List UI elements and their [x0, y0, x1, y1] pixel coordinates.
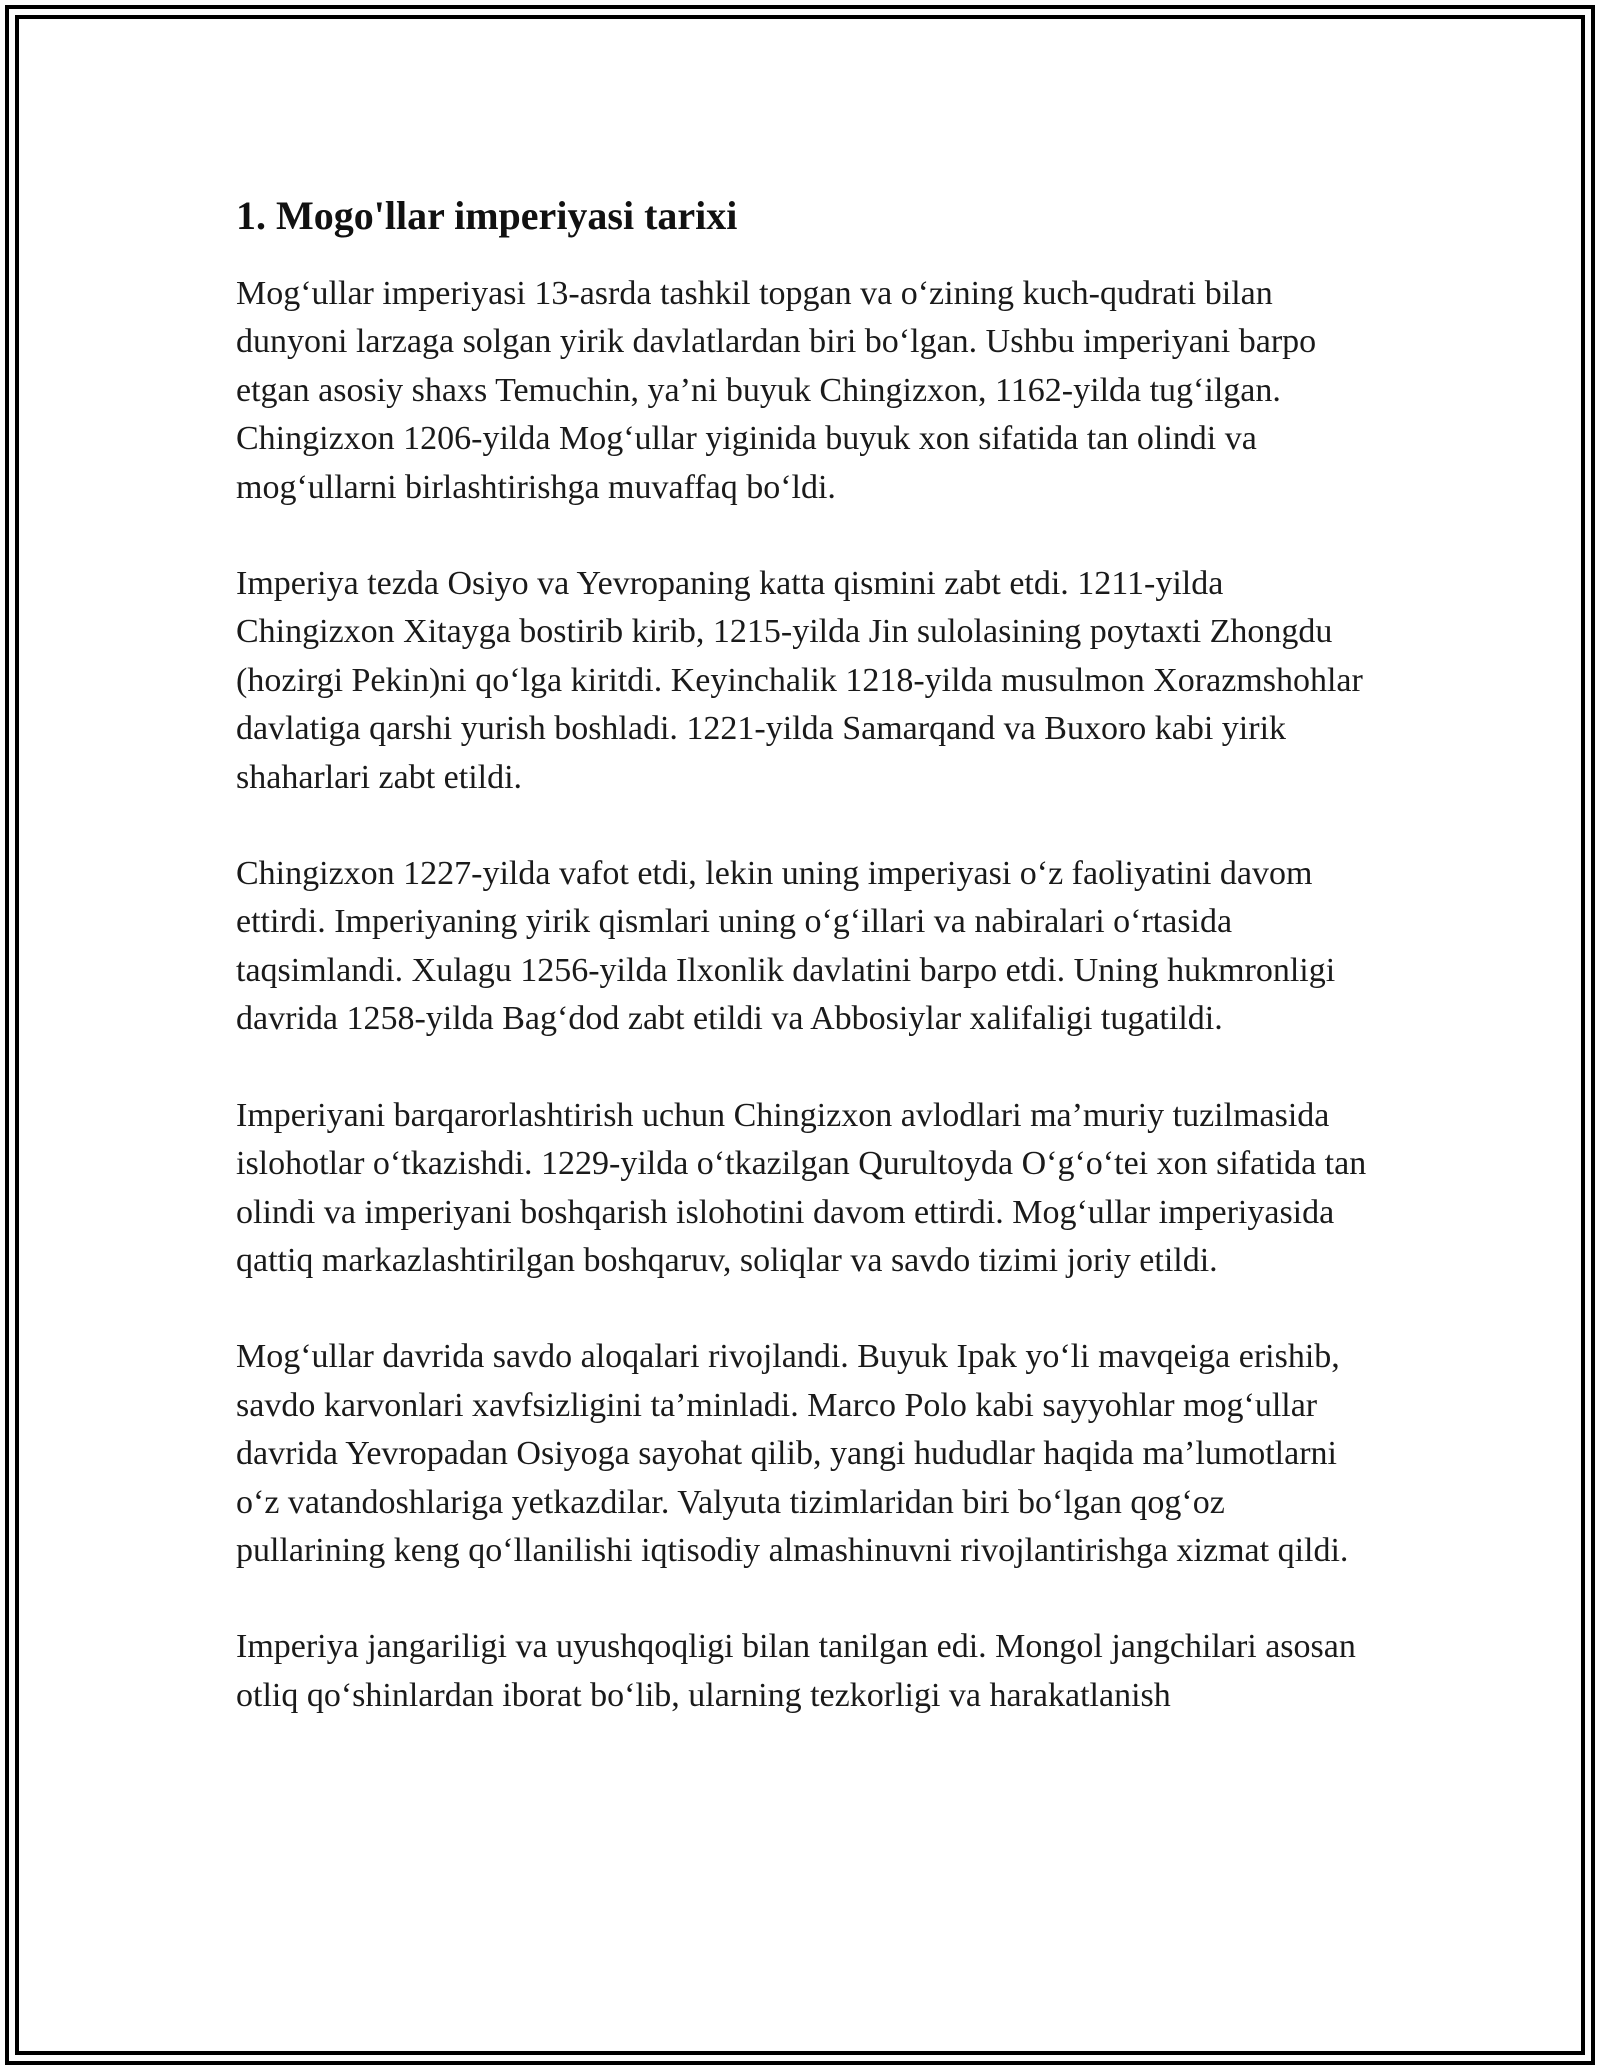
- paragraph-founding: Mog‘ullar imperiyasi 13-asrda tashkil topgan va o‘zining kuch-qudrati bilan dunyoni larzaga solgan yirik davlatlardan biri bo‘lgan. Ushbu imperiyani barpo etgan asosiy shaxs Temuchin, ya’ni buyuk Chingizxon, 1162-yilda tug‘ilgan. Chingizxon 1206-yilda Mog‘ullar yiginida buyuk xon sifatida tan olindi va mog‘ullarni birlashtirishga muvaffaq bo‘ldi.: [236, 275, 1317, 506]
- paragraph-conquests: Imperiya tezda Osiyo va Yevropaning katta qismini zabt etdi. 1211-yilda Chingizxon Xitayga bostirib kirib, 1215-yilda Jin sulolasining poytaxti Zhongdu (hozirgi Pekin)ni qo‘lga kiritdi. Keyinchalik 1218-yilda musulmon Xorazmshohlar davlatiga qarshi yurish boshladi. 1221-yilda Samarqand va Buxoro kabi yirik shaharlari zabt etildi.: [236, 565, 1363, 796]
- paragraph-trade: Mog‘ullar davrida savdo aloqalari rivojlandi. Buyuk Ipak yo‘li mavqeiga erishib, savdo karvonlari xavfsizligini ta’minladi. Marco Polo kabi sayyohlar mog‘ullar davrida Yevropadan Osiyoga sayohat qilib, yangi hududlar haqida ma’lumotlarni o‘z vatandoshlariga yetkazdilar. Valyuta tizimlaridan biri bo‘lgan qog‘oz pullarining keng qo‘llanilishi iqtisodiy almashinuvni rivojlantirishga xizmat qildi.: [236, 1338, 1349, 1569]
- document-body: [236, 186, 1376, 1768]
- paragraph-succession: Chingizxon 1227-yilda vafot etdi, lekin uning imperiyasi o‘z faoliyatini davom ettirdi. Imperiyaning yirik qismlari uning o‘g‘illari va nabiralari o‘rtasida taqsimlandi. Xulagu 1256-yilda Ilxonlik davlatini barpo etdi. Uning hukmronligi davrida 1258-yilda Bag‘dod zabt etildi va Abbosiylar xalifaligi tugatildi.: [236, 855, 1336, 1038]
- paragraph-administration: Imperiyani barqarorlashtirish uchun Chingizxon avlodlari ma’muriy tuzilmasida islohotlar o‘tkazishdi. 1229-yilda o‘tkazilgan Qurultoyda O‘g‘o‘tei xon sifatida tan olindi va imperiyani boshqarish islohotini davom ettirdi. Mog‘ullar imperiyasida qattiq markazlashtirilgan boshqaruv, soliqlar va savdo tizimi joriy etildi.: [236, 1096, 1367, 1279]
- section-heading: 1. Mogo'llar imperiyasi tarixi: [236, 193, 738, 238]
- paragraph-military: Imperiya jangariligi va uyushqoqligi bilan tanilgan edi. Mongol jangchilari asosan otliq qo‘shinlardan iborat bo‘lib, ularning tezkorligi va harakatlanish: [236, 1628, 1356, 1714]
